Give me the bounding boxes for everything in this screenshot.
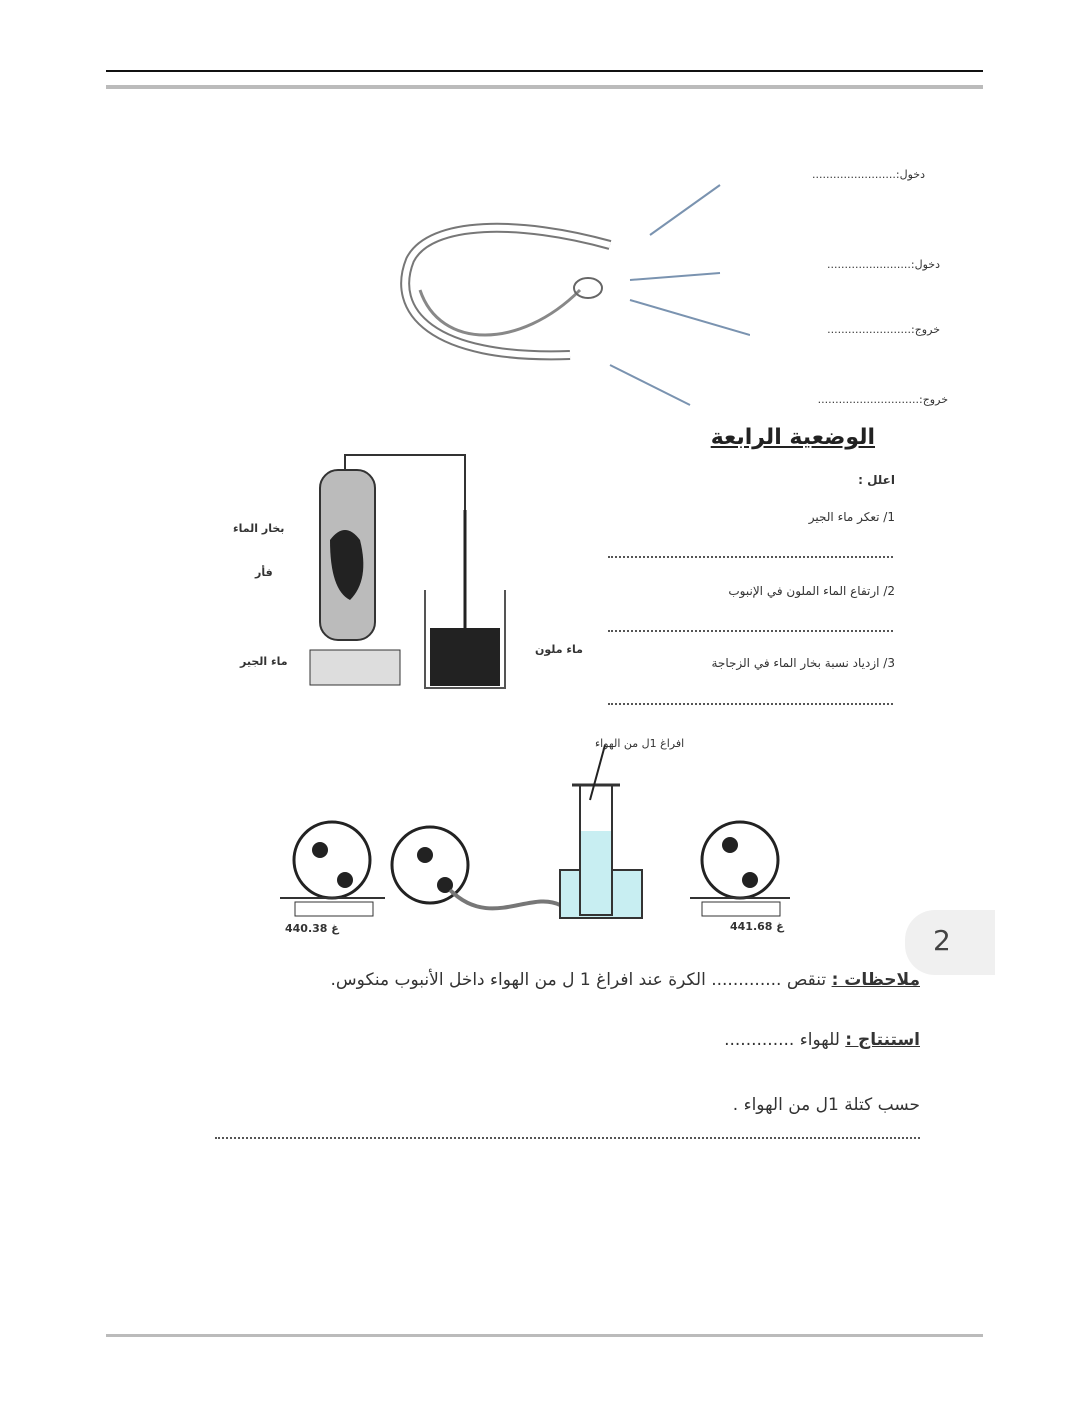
air-mass-experiment: [270, 740, 830, 930]
label-colored-water: ماء ملون: [535, 643, 583, 656]
conclusion-label: استنتاج :: [845, 1030, 920, 1050]
answer-line-2[interactable]: [608, 630, 893, 632]
header-rule: [106, 70, 983, 72]
label-exhale-1: خروج:........................: [827, 323, 940, 336]
mouse-respiration-apparatus: [290, 450, 530, 690]
label-limewater: ماء الجير: [240, 655, 288, 668]
section-title: الوضعية الرابعة: [710, 425, 875, 450]
header-rule-gray: [106, 85, 983, 89]
label-inhale-1: دخول:........................: [811, 168, 925, 181]
footer-rule: [106, 1334, 983, 1337]
page-number: 2: [933, 924, 951, 957]
calc-prompt: حسب كتلة 1ل من الهواء .: [732, 1095, 920, 1115]
answer-line-3[interactable]: [608, 703, 893, 705]
observations-text: تنقص ............. الكرة عند افراغ 1 ل من الهواء داخل الأنبوب منكوس.: [330, 970, 827, 990]
label-inhale-2: دخول:........................: [826, 258, 940, 271]
label-exhale-2: خروج:.............................: [817, 393, 948, 406]
conclusion-text: للهواء .............: [724, 1030, 840, 1050]
question-3: 3/ ازدياد نسبة بخار الماء في الزجاجة: [711, 656, 895, 670]
label-vapor: بخار الماء: [233, 522, 285, 535]
label-cylinder: افراغ 1ل من الهواء: [595, 737, 685, 750]
instruction: اعلل :: [858, 473, 895, 487]
label-arrows: [590, 180, 750, 410]
observations-label: ملاحظات :: [831, 970, 920, 990]
mass-after: 441.68 غ: [730, 920, 784, 933]
answer-line-1[interactable]: [608, 556, 893, 558]
answer-line-calc[interactable]: [215, 1137, 920, 1139]
question-2: 2/ ارتفاع الماء الملون في الإنبوب: [728, 584, 895, 598]
observations: [240, 965, 920, 995]
conclusion: [500, 1030, 920, 1050]
question-1: 1/ تعكر ماء الجير: [808, 510, 895, 524]
label-mouse: فأر: [255, 566, 273, 579]
mass-before: 440.38 غ: [285, 922, 339, 935]
